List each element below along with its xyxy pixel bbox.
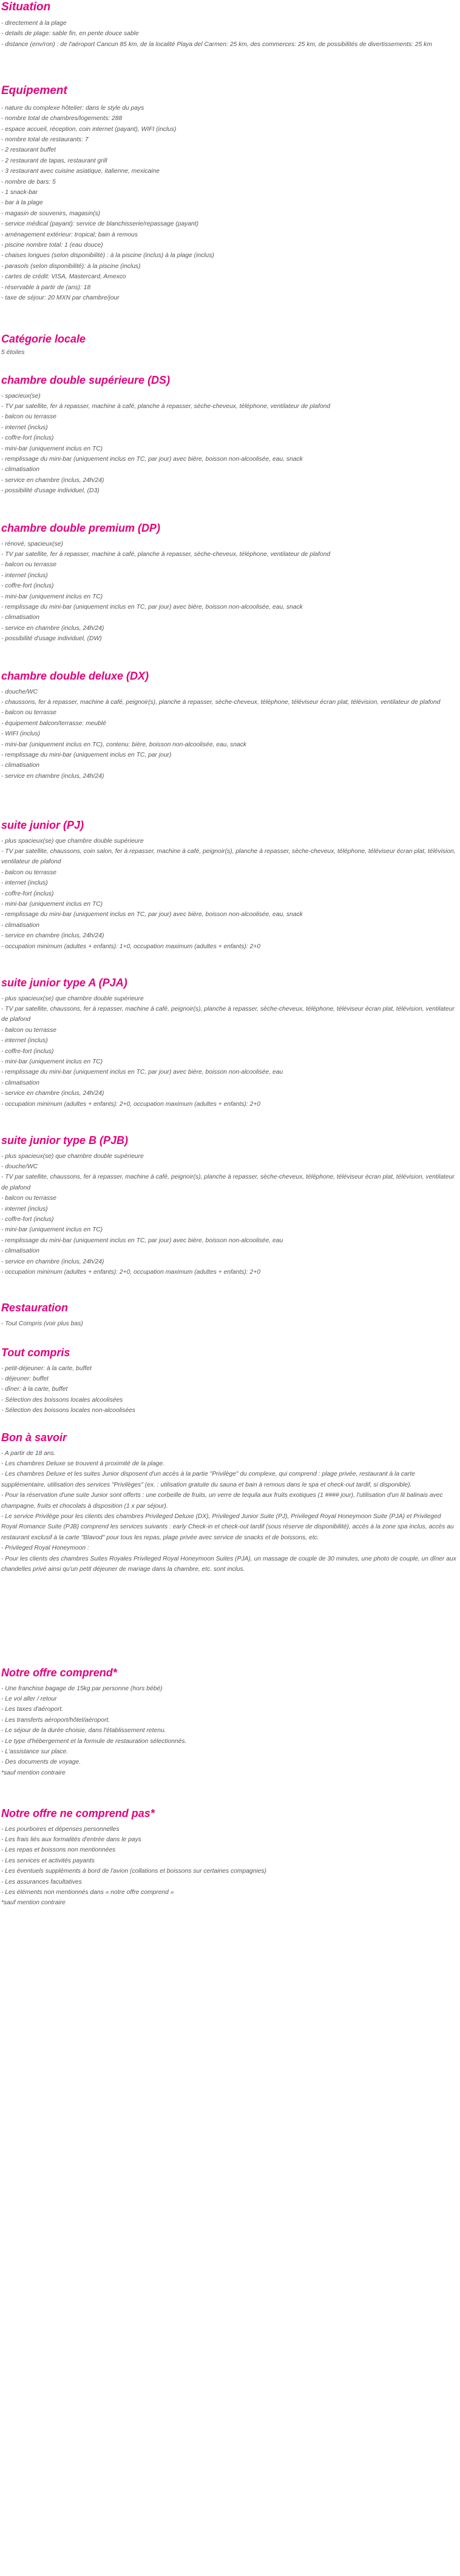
line: - mini-bar (uniquement inclus en TC), contenu: bière, boisson non-alcoolisée, eau, snack [1,741,247,748]
line: - douche/WC [1,1163,38,1170]
section-offre-ne-comprend-pas [1,1807,458,1909]
line: - magasin de souvenirs, magasin(s) [1,210,101,217]
line: - Les pourboires et dépenses personnelles [1,1825,120,1833]
line: - climatisation [1,922,39,929]
section-lines [1,687,458,782]
section-title: chambre double supérieure (DS) [1,374,171,386]
line: - internet (inclus) [1,424,48,431]
line: - directement à la plage [1,19,67,27]
line: - climatisation [1,466,39,473]
section-title: Restauration [1,1302,69,1314]
line: - occupation minimum (adultes + enfants): 1+0, occupation maximum (adultes + enfants): 2+0 [1,943,260,950]
line: - coffre-fort (inclus) [1,1216,54,1223]
line: - internet (inclus) [1,1037,48,1045]
line: - coffre-fort (inclus) [1,890,54,897]
line: - TV par satellite, chaussons, fer à repasser, machine à café, peignoir(s), planche à repasser, sèche-cheveux, téléphone, téléviseur écran plat, télévision, ventilateur de plafond [1,1174,455,1191]
line: - petit-déjeuner: à la carte, buffet [1,1365,92,1372]
line: - Le type d'hébergement et la formule de restauration sélectionnés. [1,1738,187,1745]
line: - Les chambres Deluxe et les suites Junior disposent d'un accès à la partie "Privilège" du complexe, qui comprend : plage privée, restaurant à la carte supplémentaire, utilisation des services "Privilèges" (ex. : utilisation gratuite du sauna et bain à remous dans le spa et check-out tardif, si disponible). [1,1471,415,1488]
section-restauration [1,1301,458,1329]
line: - internet (inclus) [1,572,48,579]
section-title: Notre offre ne comprend pas* [1,1807,155,1819]
section-lines [1,103,458,304]
line: - mini-bar (uniquement inclus en TC) [1,1058,103,1065]
line: - balcon ou terrasse [1,709,57,717]
line: - Les services et activités payants [1,1857,95,1864]
line: - nombre total de restaurants: 7 [1,136,89,143]
section-equipement [1,84,458,303]
line: - Les taxes d'aéroport. [1,1706,64,1713]
line: - L'assistance sur place. [1,1748,69,1755]
section-title: Bon à savoir [1,1431,67,1444]
line: - occupation minimum (adultes + enfants): 2+0, occupation maximum (adultes + enfants): 2+0 [1,1268,260,1276]
section-title: Catégorie locale [1,333,86,345]
line: - Pour les clients des chambres Suites Royales Privileged Royal Honeymoon Suites (PJA), un massage de couple de 30 minutes, une photo de couple, un dîner aux chandelles privé ainsi qu'un petit déjeuner de mariage dans la chambre, etc. sont inclus. [1,1555,456,1573]
line: - Privileged Royal Honeymoon : [1,1545,89,1552]
line: - bar à la plage [1,199,43,207]
line: 5 étoiles [1,349,25,356]
line: - nature du complexe hôtelier: dans le style du pays [1,104,144,112]
line: - possibilité d'usage individuel, (D3) [1,487,100,495]
line: - plus spacieux(se) que chambre double supérieure [1,995,144,1002]
line: - plus spacieux(se) que chambre double supérieure [1,837,144,845]
section-lines [1,1363,458,1416]
line: - spacieux(se) [1,392,41,400]
section-pjb [1,1134,458,1277]
line: - rénové, spacieux(se) [1,540,63,547]
line: - climatisation [1,614,39,621]
line: - internet (inclus) [1,880,48,887]
line: - taxe de séjour: 20 MXN par chambre/jour [1,295,120,302]
section-title: Tout compris [1,1347,70,1359]
line: - Le vol aller / retour [1,1695,57,1702]
section-title: Situation [1,1,51,13]
line: - espace accueil, réception, coin internet (payant), WIFI (inclus) [1,125,177,133]
section-dp [1,521,458,644]
line: *sauf mention contraire [1,1769,66,1776]
line: - Tout Compris (voir plus bas) [1,1320,83,1327]
line: - Sélection des boissons locales alcoolisées [1,1396,123,1403]
line: - réservable à partir de (ans): 18 [1,284,91,291]
section-lines [1,1151,458,1278]
section-lines [1,1448,458,1575]
section-pj [1,818,458,952]
line: - possibilité d'usage individuel, (DW) [1,635,102,643]
line: - 1 snack-bar [1,189,38,196]
section-lines [1,539,458,644]
line: - service en chambre (inclus, 24h/24) [1,772,104,780]
section-lines [1,1684,458,1779]
section-pja [1,976,458,1109]
line: - nombre de bars: 5 [1,178,56,186]
section-dx [1,669,458,781]
line: - WIFI (inclus) [1,731,41,738]
line: - 2 restaurant buffet [1,147,56,154]
line: - service médical (payant): service de blanchisserie/repassage (payant) [1,221,199,228]
line: - mini-bar (uniquement inclus en TC) [1,1226,103,1234]
line: - service en chambre (inclus, 24h/24) [1,932,104,940]
line: - piscine nombre total: 1 (eau douce) [1,242,103,249]
line: - 2 restaurant de tapas, restaurant grill [1,157,107,164]
section-lines [1,836,458,952]
section-lines [1,1319,458,1329]
line: - climatisation [1,762,39,769]
section-title: Equipement [1,84,67,97]
section-title: chambre double premium (DP) [1,522,161,534]
line: - service en chambre (inclus, 24h/24) [1,1258,104,1265]
line: - Les assurances facultatives [1,1878,82,1885]
line: - Les chambres Deluxe se trouvent à proximité de la plage. [1,1460,165,1467]
line: - remplissage du mini-bar (uniquement inclus en TC, par jour) avec bière, boisson non-alcoolisée, eau, snack [1,455,303,463]
line: - chaussons, fer à repasser, machine à café, peignoir(s), planche à repasser, sèche-cheveux, téléphone, téléviseur écran plat, télévision, ventilateur de plafond [1,698,441,706]
line: - balcon ou terrasse [1,1195,57,1202]
line: - Les éventuels suppléments à bord de l'avion (collations et boissons sur certaines compagnies) [1,1868,266,1875]
line: - Les repas et boissons non mentionnées [1,1847,116,1854]
line: - Une franchise bagage de 15kg par personne (hors bébé) [1,1685,163,1692]
line: - plus spacieux(se) que chambre double supérieure [1,1153,144,1160]
line: - balcon ou terrasse [1,413,57,421]
line: - TV par satellite, chaussons, coin salon, fer à repasser, machine à café, peignoir(s), planche à repasser, sèche-cheveux, téléphone, téléviseur écran plat, télévision, ventilateur de plafond [1,848,456,866]
line: - A partir de 18 ans. [1,1450,56,1457]
line: - balcon ou terrasse [1,1026,57,1034]
line: - mini-bar (uniquement inclus en TC) [1,900,103,908]
line: - service en chambre (inclus, 24h/24) [1,624,104,632]
line: - remplissage du mini-bar (uniquement inclus en TC, par jour) avec bière, boisson non-alcoolisée, eau [1,1069,283,1076]
line: - climatisation [1,1079,39,1086]
line: - TV par satellite, fer à repasser, machine à café, planche à repasser, sèche-cheveux, téléphone, ventilateur de plafond [1,550,331,558]
section-ds [1,373,458,497]
section-title: Notre offre comprend* [1,1667,117,1679]
line: - balcon ou terrasse [1,561,57,569]
section-title: suite junior type B (PJB) [1,1134,129,1146]
section-categorie [1,332,458,358]
line: - remplissage du mini-bar (uniquement inclus en TC, par jour) [1,751,172,758]
line: - occupation minimum (adultes + enfants): 2+0, occupation maximum (adultes + enfants): 2+0 [1,1100,260,1108]
section-lines [1,18,458,50]
line: - coffre-fort (inclus) [1,583,54,590]
line: - remplissage du mini-bar (uniquement inclus en TC, par jour) avec bière, boisson non-alcoolisée, eau, snack [1,911,303,918]
line: - Les frais liés aux formalités d'entrée dans le pays [1,1836,141,1843]
line: - coffre-fort (inclus) [1,435,54,442]
line: - mini-bar (uniquement inclus en TC) [1,445,103,452]
line: - 3 restaurant avec cuisine asiatique, italienne, mexicaine [1,168,160,175]
line: - remplissage du mini-bar (uniquement inclus en TC, par jour) avec bière, boisson non-alcoolisée, eau, snack [1,603,303,611]
line: - déjeuner: buffet [1,1375,49,1382]
line: - Le séjour de la durée choisie, dans l'établissement retenu. [1,1727,166,1735]
section-lines [1,994,458,1109]
line: - parasols (selon disponibilité): à la piscine (inclus) [1,263,141,270]
line: - internet (inclus) [1,1205,48,1213]
section-lines [1,347,458,358]
line: - douche/WC [1,688,38,695]
line: - climatisation [1,1248,39,1255]
line: - TV par satellite, fer à repasser, machine à café, planche à repasser, sèche-cheveux, téléphone, ventilateur de plafond [1,403,331,410]
line: - cartes de crédit: VISA, Mastercard, Amexco [1,273,126,281]
line: - dîner: à la carte, buffet [1,1386,68,1393]
line: - details de plage: sable fin, en pente douce sable [1,30,139,38]
line: - équipement balcon/terrasse: meublé [1,720,106,727]
line: *sauf mention contraire [1,1899,66,1907]
section-title: suite junior type A (PJA) [1,977,127,989]
line: - Les transferts aéroport/hôtel/aéroport. [1,1716,110,1724]
line: - remplissage du mini-bar (uniquement inclus en TC, par jour) avec bière, boisson non-alcoolisée, eau [1,1237,283,1244]
line: - service en chambre (inclus, 24h/24) [1,477,104,484]
line: - Pour la réservation d'une suite Junior sont offerts : une corbeille de fruits, un verre de tequila aux fruits exotiques (1 #### jour), l'utilisation d'un lit balinais avec champagne, fruits et chocolats à disposition (1 x par séjour). [1,1492,443,1510]
line: - distance (env/ron) : de l'aéroport Cancun 85 km, de la localité Playa del Carmen: 25 km, des commerces: 25 km, de possibilités de divertissements: 25 km [1,41,432,48]
section-bon-a-savoir [1,1431,458,1574]
line: - nombre total de chambres/logements: 288 [1,115,123,122]
section-title: suite junior (PJ) [1,819,84,831]
section-situation [1,0,458,50]
line: - TV par satellite, chaussons, fer à repasser, machine à café, peignoir(s), planche à repasser, sèche-cheveux, téléphone, téléviseur écran plat, télévision, ventilateur de plafond [1,1005,455,1023]
section-tout-compris [1,1346,458,1416]
line: - Les éléments non mentionnés dans « notre offre comprend » [1,1889,174,1896]
line: - Des documents de voyage. [1,1759,81,1766]
line: - Le service Privilège pour les clients des chambres Privileged Deluxe (DX), Privileged Junior Suite (PJ), Privileged Royal Honeymoon Suite (PJA) et Privileged Royal Romance Suite (PJB) comprend les services suivants : early Check-in et check-out tardif (sous réserve de disponibilité), accès à la zone spa inclus, accès au restaurant exclusif à la carte "Blavod" pour tous les repas, plage privée avec service de snacks et de boissons, etc. [1,1513,454,1541]
line: - chaises longues (selon disponibilité) : à la piscine (inclus) à la plage (inclus) [1,252,214,259]
section-lines [1,1824,458,1909]
line: - balcon ou terrasse [1,869,57,876]
section-lines [1,391,458,497]
line: - coffre-fort (inclus) [1,1048,54,1055]
line: - aménagement extérieur: tropical; bain à remous [1,231,138,238]
line: - service en chambre (inclus, 24h/24) [1,1090,104,1097]
line: - mini-bar (uniquement inclus en TC) [1,593,103,600]
section-offre-comprend [1,1666,458,1778]
section-title: chambre double deluxe (DX) [1,670,149,682]
line: - Sélection des boissons locales non-alcoolisées [1,1407,135,1414]
